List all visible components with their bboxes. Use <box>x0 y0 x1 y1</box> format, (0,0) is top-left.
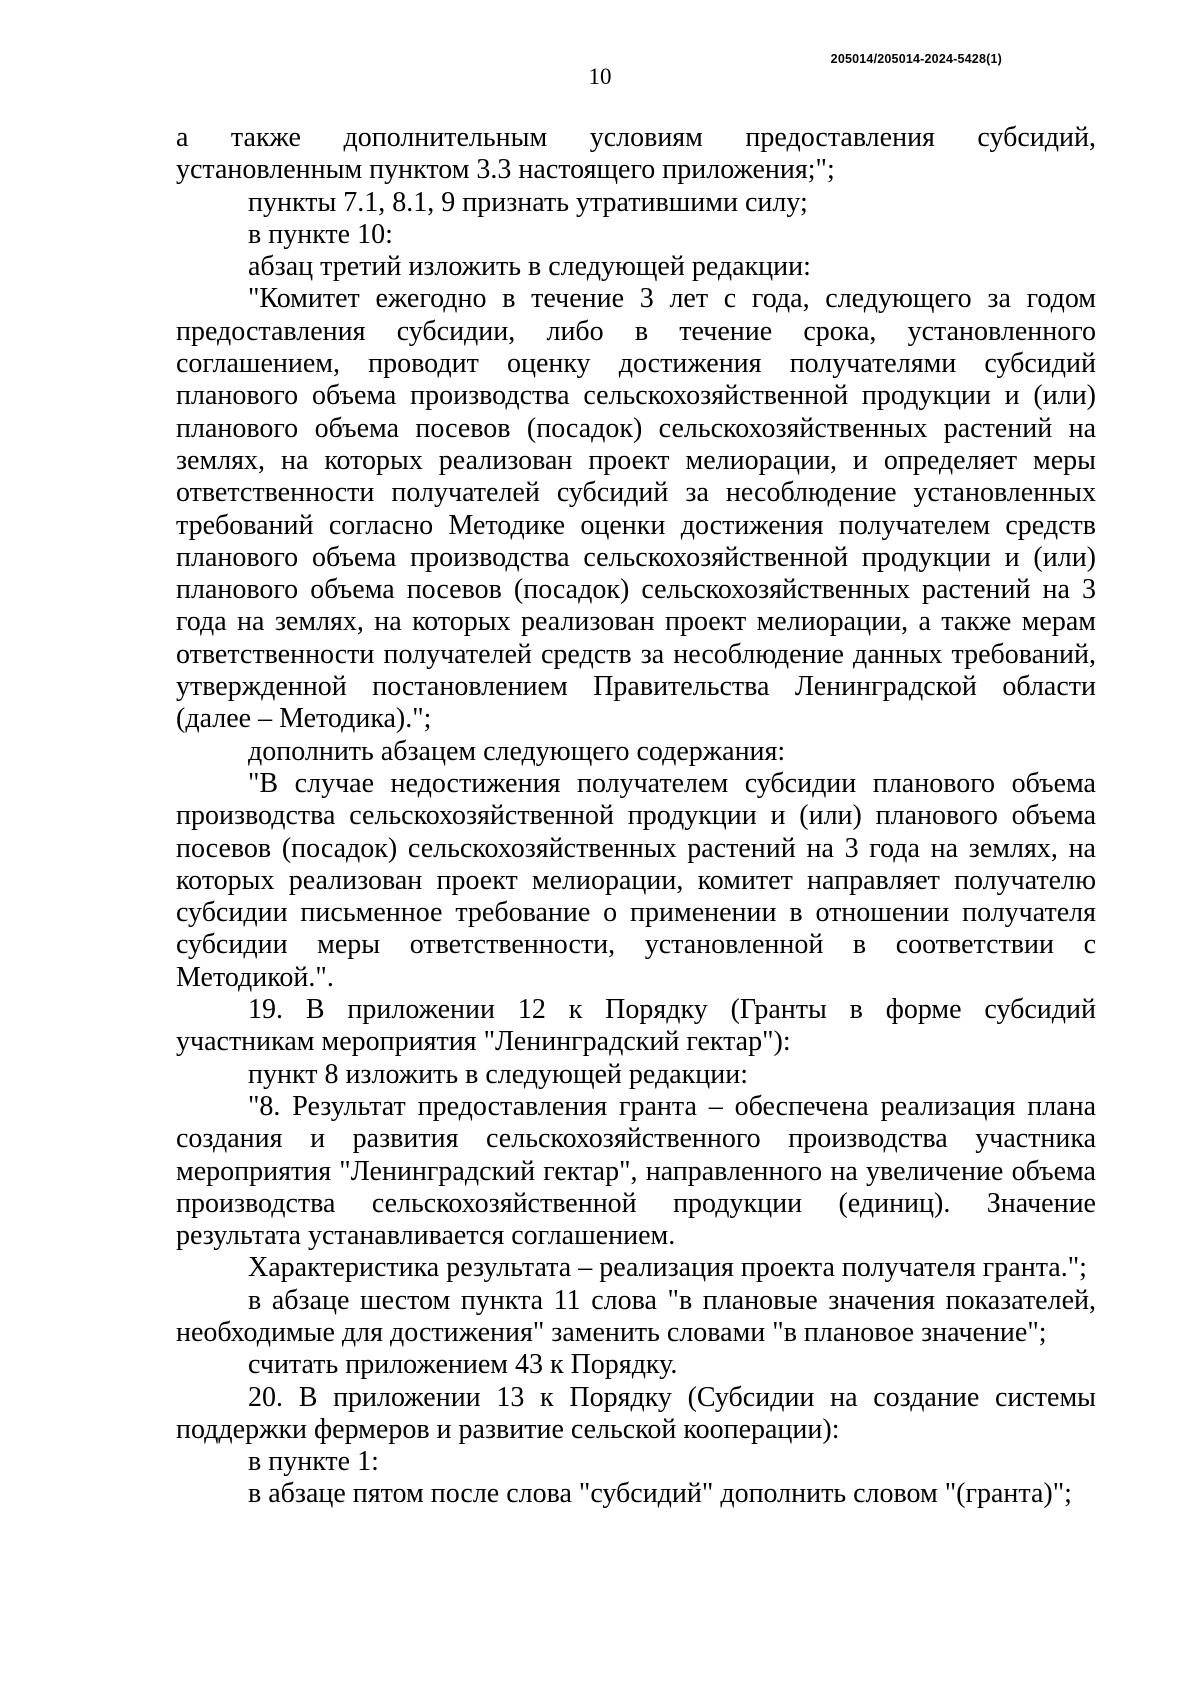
paragraph: в абзаце шестом пункта 11 слова "в плановые значения показателей, необходимые для достижения" заменить словами "в плановое значение"; <box>176 1284 1096 1348</box>
paragraph: 20. В приложении 13 к Порядку (Субсидии на создание системы поддержки фермеров и развитие сельской кооперации): <box>176 1381 1096 1445</box>
paragraph: "Комитет ежегодно в течение 3 лет с года, следующего за годом предоставления субсидии, либо в течение срока, установленного соглашением, проводит оценку достижения получателями субсидий планового объема производства сельскохозяйственной продукции и (или) планового объема посевов (посадок) сельскохозяйственных растений на землях, на которых реализован проект мелиорации, и определяет меры ответственности получателей субсидий за несоблюдение установленных требований согласно Методике оценки достижения получателем средств планового объема производства сельскохозяйственной продукции и (или) планового объема посевов (посадок) сельскохозяйственных растений на 3 года на землях, на которых реализован проект мелиорации, а также мерам ответственности получателей средств за несоблюдение данных требований, утвержденной постановлением Правительства Ленинградской области (далее – Методика)."; <box>176 283 1096 735</box>
paragraph: Характеристика результата – реализация проекта получателя гранта."; <box>248 1252 1087 1284</box>
paragraph: абзац третий изложить в следующей редакции: <box>248 251 811 283</box>
paragraph: в пункте 1: <box>248 1446 379 1478</box>
paragraph: 19. В приложении 12 к Порядку (Гранты в форме субсидий участникам мероприятия "Ленинградский гектар"): <box>176 994 1096 1058</box>
paragraph: "8. Результат предоставления гранта – обеспечена реализация плана создания и развития сельскохозяйственного производства участника мероприятия "Ленинградский гектар", направленного на увеличение объема производства сельскохозяйственной продукции (единиц). Значение результата устанавливается соглашением. <box>176 1090 1096 1252</box>
paragraph: пункты 7.1, 8.1, 9 признать утратившими силу; <box>248 186 808 218</box>
paragraph: пункт 8 изложить в следующей редакции: <box>248 1058 748 1090</box>
paragraph: считать приложением 43 к Порядку. <box>248 1349 678 1381</box>
page-number: 10 <box>588 64 612 89</box>
paragraph: в абзаце пятом после слова "субсидий" дополнить словом "(гранта)"; <box>248 1478 1072 1510</box>
paragraph: а также дополнительным условиям предоставления субсидий, установленным пунктом 3.3 настоящего приложения;"; <box>176 122 1096 186</box>
document-id: 205014/205014-2024-5428(1) <box>830 52 1002 66</box>
document-body <box>176 122 1096 1511</box>
paragraph: в пункте 10: <box>248 218 393 250</box>
paragraph: "В случае недостижения получателем субсидии планового объема производства сельскохозяйственной продукции и (или) планового объема посевов (посадок) сельскохозяйственных растений на 3 года на землях, на которых реализован проект мелиорации, комитет направляет получателю субсидии письменное требование о применении в отношении получателя субсидии меры ответственности, установленной в соответствии с Методикой.". <box>176 767 1096 993</box>
paragraph: дополнить абзацем следующего содержания: <box>248 735 786 767</box>
